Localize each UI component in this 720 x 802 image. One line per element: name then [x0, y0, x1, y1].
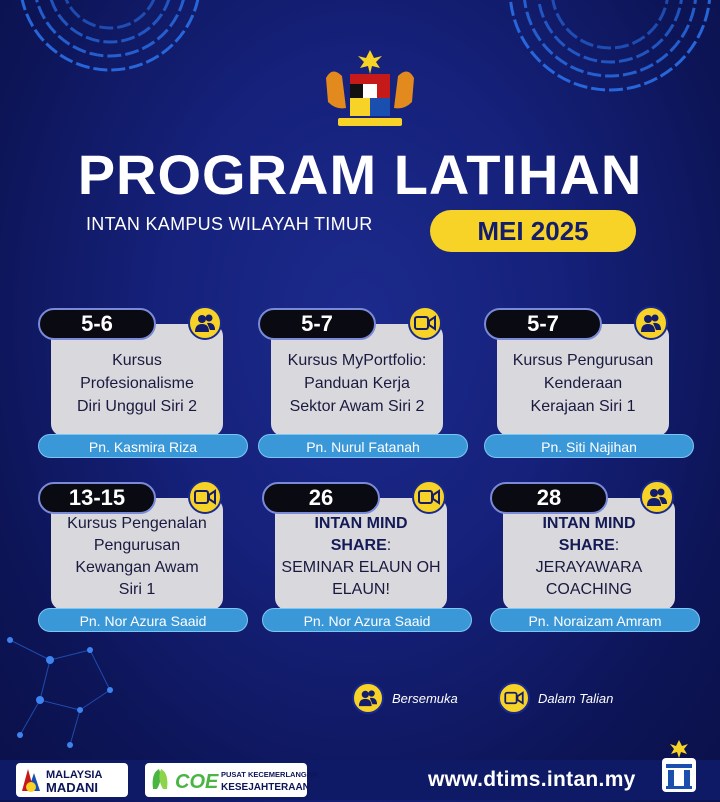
program-officer: Pn. Nor Azura Saaid	[38, 608, 248, 632]
madani-line1: MALAYSIA	[46, 769, 103, 781]
dalam-talian-icon	[412, 480, 446, 514]
program-card[interactable]	[38, 304, 252, 464]
page-title: PROGRAM LATIHAN	[77, 143, 643, 206]
program-title: Kursus Pengenalan Pengurusan Kewangan Awam Siri 1	[51, 498, 223, 610]
coat-of-arms-icon	[318, 48, 422, 132]
decorative-network	[0, 620, 130, 760]
madani-line2: MADANI	[46, 780, 98, 795]
program-title: INTAN MIND SHARE: SEMINAR ELAUN OH ELAUN!	[275, 498, 447, 610]
malaysia-madani-logo	[16, 763, 128, 797]
website-link[interactable]: www.dtims.intan.my	[428, 768, 636, 791]
page-subtitle: INTAN KAMPUS WILAYAH TIMUR	[86, 214, 373, 234]
program-officer: Pn. Noraizam Amram	[490, 608, 700, 632]
program-title: INTAN MIND SHARE: JERAYAWARA COACHING	[503, 498, 675, 610]
bersemuka-icon	[352, 682, 384, 714]
bersemuka-icon	[188, 306, 222, 340]
bersemuka-icon	[640, 480, 674, 514]
program-date: 5-7	[484, 308, 602, 340]
program-officer: Pn. Nurul Fatanah	[258, 434, 468, 458]
month-badge: MEI 2025	[430, 210, 636, 252]
legend-label: Dalam Talian	[538, 690, 614, 706]
legend-online	[498, 682, 613, 714]
dalam-talian-icon	[408, 306, 442, 340]
program-date: 13-15	[38, 482, 156, 514]
program-officer: Pn. Siti Najihan	[484, 434, 694, 458]
program-card[interactable]	[262, 478, 476, 638]
decorative-arcs-left	[0, 0, 210, 110]
program-date: 26	[262, 482, 380, 514]
program-card[interactable]	[38, 478, 252, 638]
coe-line2: KESEJAHTERAAN	[221, 782, 310, 793]
legend-in-person	[352, 682, 458, 714]
program-date: 28	[490, 482, 608, 514]
coe-logo	[145, 763, 318, 797]
program-card[interactable]	[484, 304, 698, 464]
program-date: 5-7	[258, 308, 376, 340]
dalam-talian-icon	[498, 682, 530, 714]
decorative-arcs-right	[500, 0, 720, 120]
program-officer: Pn. Nor Azura Saaid	[262, 608, 472, 632]
program-card[interactable]	[258, 304, 472, 464]
program-title: Kursus MyPortfolio: Panduan Kerja Sektor Awam Siri 2	[271, 324, 443, 436]
coe-short: COE	[175, 771, 219, 793]
program-officer: Pn. Kasmira Riza	[38, 434, 248, 458]
coe-line1: PUSAT KECEMERLANGAN	[221, 770, 318, 779]
intan-logo-icon	[656, 738, 702, 796]
bersemuka-icon	[634, 306, 668, 340]
program-title: Kursus Profesionalisme Diri Unggul Siri 2	[51, 324, 223, 436]
program-title: Kursus Pengurusan Kenderaan Kerajaan Siri 1	[497, 324, 669, 436]
dalam-talian-icon	[188, 480, 222, 514]
legend-label: Bersemuka	[392, 690, 458, 706]
program-date: 5-6	[38, 308, 156, 340]
program-card[interactable]	[490, 478, 704, 638]
